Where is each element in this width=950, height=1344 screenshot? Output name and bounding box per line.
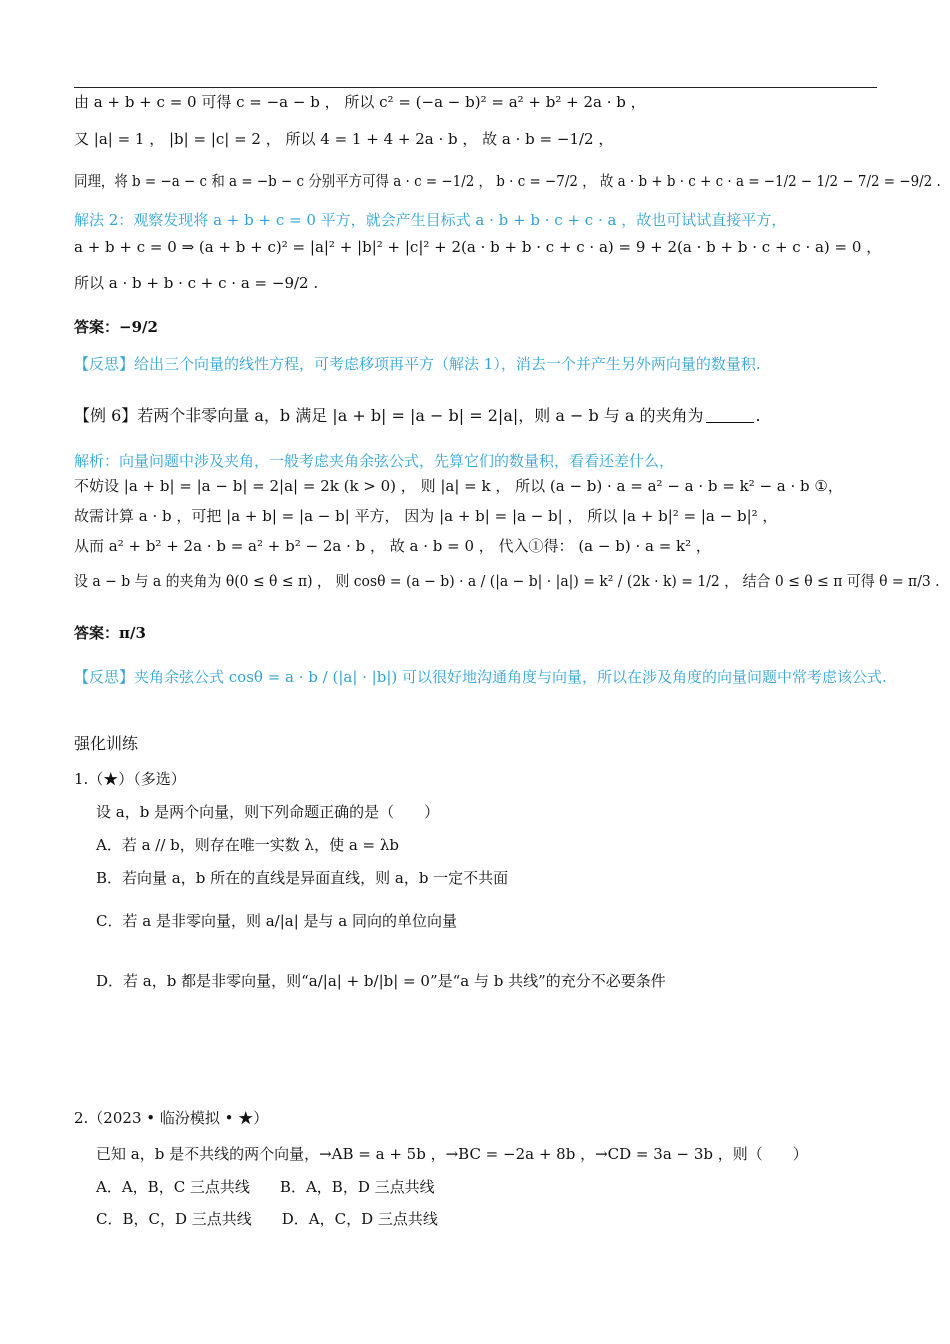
solution1-line1: 由 a + b + c = 0 可得 c = −a − b ， 所以 c² = (−a − b)² = a² + b² + 2a · b ，: [74, 93, 646, 111]
reflection-1: 【反思】给出三个向量的线性方程，可考虑移项再平方（解法 1），消去一个并产生另外两向量的数量积.: [74, 355, 761, 373]
example6-question-end: .: [755, 406, 761, 425]
q1-option-a: A．若 a // b，则存在唯一实数 λ，使 a = λb: [96, 836, 399, 854]
answer-1: 答案：−9/2: [74, 318, 158, 336]
answer-blank: [706, 406, 754, 423]
example6-analysis-line4: 从而 a² + b² + 2a · b = a² + b² − 2a · b ， 故 a · b = 0 ， 代入①得： (a − b) · a = k² ，: [74, 537, 711, 555]
solution1-line3: 同理，将 b = −a − c 和 a = −b − c 分别平方可得 a · c = −1/2 ， b · c = −7/2 ， 故 a · b + b · c + c · a = −1/2 − 1/2 − 7/2 = −9/2 .: [74, 172, 941, 190]
solution2-line2: a + b + c = 0 ⇒ (a + b + c)² = |a|² + |b|² + |c|² + 2(a · b + b · c + c · a) = 9 + 2(a · b + b · c + c · a) = 0 ，: [74, 238, 882, 256]
example6-question-text: 【例 6】若两个非零向量 a，b 满足 |a + b| = |a − b| = 2|a|，则 a − b 与 a 的夹角为: [74, 406, 704, 425]
solution2-heading: 解法 2：观察发现将 a + b + c = 0 平方，就会产生目标式 a · b + b · c + c · a ，故也可试试直接平方，: [74, 211, 787, 229]
q2-options-ab: A．A，B，C 三点共线 B．A，B，D 三点共线: [96, 1178, 435, 1196]
q2-header: 2.（2023 • 临汾模拟 • ★）: [74, 1109, 269, 1127]
q2-options-cd: C．B，C，D 三点共线 D．A，C，D 三点共线: [96, 1210, 438, 1228]
section-title: 强化训练: [74, 734, 139, 753]
q1-stem: 设 a，b 是两个向量，则下列命题正确的是（ ）: [96, 803, 440, 821]
q1-option-d: D．若 a，b 都是非零向量，则“a/|a| + b/|b| = 0”是“a 与 b 共线”的充分不必要条件: [96, 972, 666, 990]
header-rule: [74, 87, 877, 88]
example6-analysis-line3: 故需计算 a · b ，可把 |a + b| = |a − b| 平方， 因为 |a + b| = |a − b| ， 所以 |a + b|² = |a − b|² ，: [74, 507, 778, 525]
q1-option-b: B．若向量 a，b 所在的直线是异面直线，则 a，b 一定不共面: [96, 869, 509, 887]
q1-header: 1.（★）（多选）: [74, 770, 186, 788]
example6-analysis-line5: 设 a − b 与 a 的夹角为 θ(0 ≤ θ ≤ π) ， 则 cosθ = (a − b) · a / (|a − b| · |a|) = k² / (2k · k) = 1/2 ， 结合 0 ≤ θ ≤ π 可得 θ = π/3 .: [74, 572, 940, 590]
q1-option-c: C．若 a 是非零向量，则 a/|a| 是与 a 同向的单位向量: [96, 912, 458, 930]
example6-analysis-line1: 解析：向量问题中涉及夹角，一般考虑夹角余弦公式，先算它们的数量积，看看还差什么，: [74, 452, 675, 470]
example6-analysis-line2: 不妨设 |a + b| = |a − b| = 2|a| = 2k (k > 0) ， 则 |a| = k ， 所以 (a − b) · a = a² − a · b = k² − a · b ①，: [74, 477, 843, 495]
example6-question: [74, 405, 761, 427]
solution2-line3: 所以 a · b + b · c + c · a = −9/2 .: [74, 274, 319, 292]
answer-2: 答案：π/3: [74, 624, 146, 642]
q2-stem: 已知 a，b 是不共线的两个向量，→AB = a + 5b ，→BC = −2a + 8b ，→CD = 3a − 3b ，则（ ）: [96, 1145, 808, 1163]
reflection-2: 【反思】夹角余弦公式 cosθ = a · b / (|a| · |b|) 可以很好地沟通角度与向量，所以在涉及角度的向量问题中常考虑该公式.: [74, 668, 887, 686]
solution1-line2: 又 |a| = 1 ， |b| = |c| = 2 ， 所以 4 = 1 + 4 + 2a · b ， 故 a · b = −1/2 ，: [74, 130, 614, 148]
